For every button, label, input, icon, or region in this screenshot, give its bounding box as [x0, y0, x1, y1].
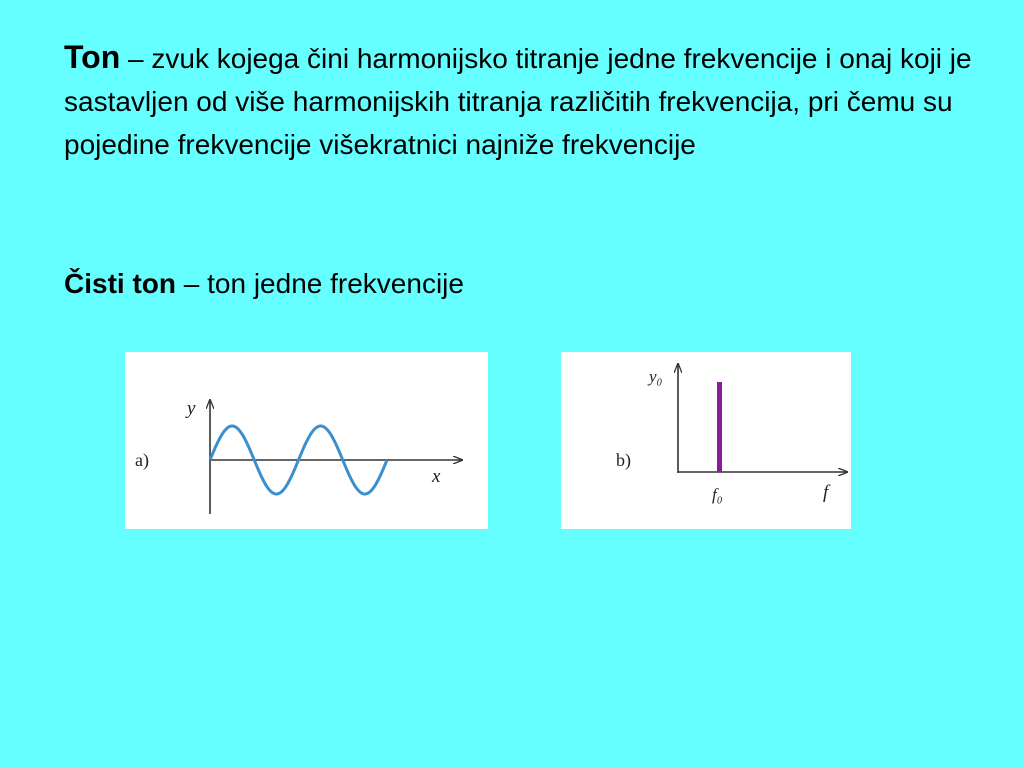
figure-a-y-label: y [187, 398, 196, 419]
definition-ton [64, 36, 1004, 166]
figure-b-tick-label: f₀ [712, 485, 723, 504]
figure-a-panel-label: a) [135, 450, 149, 470]
figure-a-svg [125, 352, 488, 529]
figure-a-sine-wave [125, 352, 488, 529]
term-cisti-ton: Čisti ton [64, 268, 176, 299]
figure-b-svg [561, 352, 851, 529]
figure-b-spectrum [561, 352, 851, 529]
figure-b-y-label: y₀ [649, 367, 663, 386]
figure-a-x-label: x [432, 466, 441, 487]
term-ton: Ton [64, 39, 121, 75]
definition-cisti-ton [64, 262, 964, 305]
figure-b-panel-label: b) [616, 450, 631, 470]
figure-b-spectral-line [717, 382, 722, 472]
definition-cisti-ton-text: – ton jedne frekvencije [176, 268, 464, 299]
definition-ton-text: – zvuk kojega čini harmonijsko titranje jedne frekvencije i onaj koji je sastavljen od više harmonijskih titranja različitih frekvencija, pri čemu su pojedine frekvencije višekratnici najniže frekvencije [64, 43, 972, 160]
figure-b-x-label: f [823, 482, 829, 503]
